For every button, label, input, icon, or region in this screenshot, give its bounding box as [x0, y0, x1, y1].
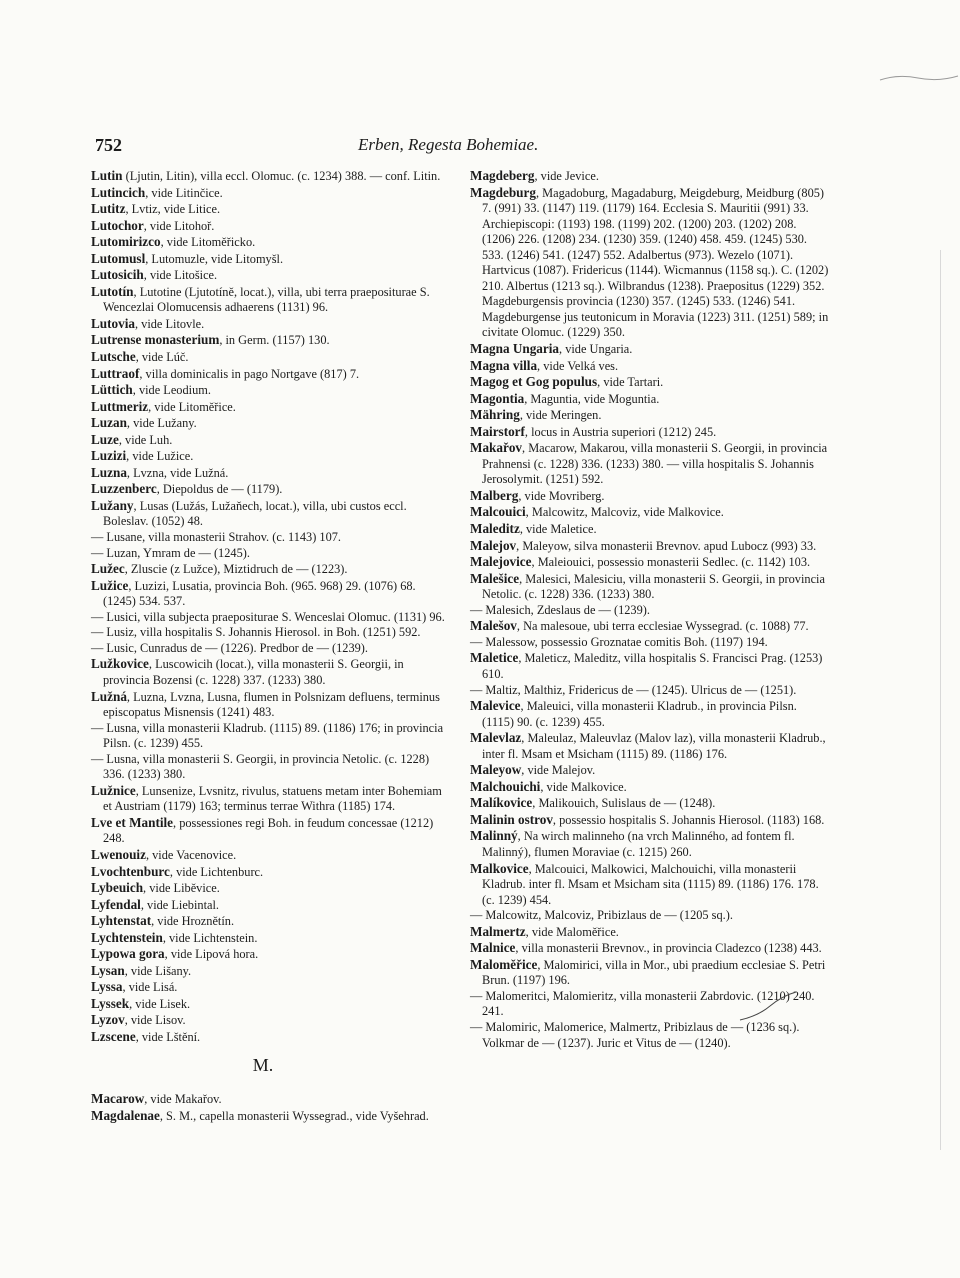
entry-headword: Malešov	[470, 618, 517, 634]
entry-headword: Luzzenberc	[91, 481, 157, 497]
index-entry: Lutotín, Lutotine (Ljutotíně, locat.), villa, ubi terra praepositurae S. Wencezlai Olomucensis adhaerens (1131) 96.	[91, 283, 430, 315]
index-entry: Luttmeriz, vide Litoměřice.	[91, 398, 236, 414]
index-entry: — Malomirіc, Malomerice, Malmertz, Pribizlaus de — (1236 sq.). Volkmar de — (1237). Juric et Vitus de — (1240).	[470, 1019, 800, 1050]
entry-headword: Lyssa	[91, 979, 123, 995]
right-column	[470, 168, 831, 1051]
entry-headword: Lutsche	[91, 349, 136, 365]
index-entry: Lutosicih, vide Litošice.	[91, 267, 218, 283]
entry-headword: Malejov	[470, 537, 517, 553]
index-entry: Lužice, Luzizi, Lusatia, provincia Boh. (965. 968) 29. (1076) 68. (1245) 534. 537.	[91, 577, 416, 609]
index-entry: Lutsche, vide Lúč.	[91, 349, 189, 365]
entry-headword: Malinný	[470, 828, 518, 844]
index-entry: Malevlaz, Maleulaz, Maleuvlaz (Malov laz), villa monasterii Kladrub., inter fl. Msam et Msicham (1115) 89. (1186) 176.	[470, 730, 826, 761]
index-entry: Malejov, Maleyow, silva monasterii Brevnov. apud Lubocz (993) 33.	[470, 537, 817, 553]
entry-headword: Lutincich	[91, 184, 146, 200]
index-entry: Malevice, Maleuici, villa monasterii Kladrub., in provincia Pilsn. (1115) 90. (c. 1239) 455.	[470, 698, 797, 729]
entry-headword: Malešice	[470, 570, 520, 586]
entry-headword: Lyhtenstat	[91, 913, 152, 929]
index-entry: Lutochor, vide Litohoř.	[91, 217, 215, 233]
entry-headword: Magna villa	[470, 357, 538, 373]
entry-headword: Maloměřice	[470, 956, 538, 972]
entry-headword: Lužany	[91, 497, 134, 513]
index-entry: — Lusna, villa monasterii S. Georgii, in provincia Netolic. (c. 1228) 336. (1233) 380.	[91, 751, 430, 782]
entry-headword: Lužice	[91, 577, 129, 593]
entry-headword: Lutosicih	[91, 267, 144, 283]
index-entry: Lwenouiz, vide Vacenovice.	[91, 846, 237, 862]
index-entry: Luzna, Lvzna, vide Lužná.	[91, 464, 229, 480]
index-entry: — Lusic, Cunradus de — (1226). Predbor de — (1239).	[91, 640, 368, 655]
entry-headword: Malnice	[470, 940, 516, 956]
index-entry: Lybeuich, vide Liběvice.	[91, 880, 220, 896]
left-column	[91, 168, 447, 1124]
index-entry: Lutin (Ljutin, Litin), villa eccl. Olomuc. (c. 1234) 388. — conf. Litin.	[91, 168, 441, 183]
entry-headword: Lychtenstein	[91, 929, 163, 945]
entry-headword: Luttraof	[91, 365, 140, 381]
entry-headword: Lyzov	[91, 1012, 125, 1028]
entry-headword: Lybeuich	[91, 880, 144, 896]
index-entry: — Lusiz, villa hospitalis S. Johannis Hierosol. in Boh. (1251) 592.	[91, 625, 421, 640]
entry-headword: Lüttich	[91, 382, 133, 398]
index-entry: Magdeberg, vide Jevice.	[470, 168, 599, 183]
index-entry: Lzscene, vide Lštění.	[91, 1028, 201, 1044]
section-letter: M.	[252, 1054, 274, 1075]
left-entry-list	[91, 168, 447, 1046]
scan-edge-line	[940, 250, 941, 1150]
entry-headword: Magontia	[470, 390, 525, 406]
entry-headword: Malejovice	[470, 554, 532, 570]
entry-headword: Lužkovice	[91, 656, 149, 672]
entry-headword: Malberg	[470, 487, 519, 503]
entry-headword: Magdeburg	[470, 184, 536, 200]
index-entry: Lutitz, Lvtiz, vide Litice.	[91, 201, 221, 217]
entry-headword: Lwenouiz	[91, 846, 146, 862]
pencil-mark	[878, 66, 960, 90]
entry-headword: Makařov	[470, 440, 523, 456]
index-entry: Malejovice, Maleiouici, possessio monasterii Sedlec. (c. 1142) 103.	[470, 554, 811, 570]
index-entry: Lutrense monasterium, in Germ. (1157) 130.	[91, 332, 330, 348]
index-entry: Maloměřice, Malomirici, villa in Mor., ubi praedium ecclesiae S. Petri Brun. (1197) 196.	[470, 956, 826, 988]
index-entry: Malíkovice, Malikouich, Sulislaus de — (1248).	[470, 795, 716, 811]
entry-headword: Malinin ostrov	[470, 811, 553, 827]
index-entry: Malnice, villa monasterii Brevnov., in provincia Cladezco (1238) 443.	[470, 940, 822, 956]
index-entry: Mairstorf, locus in Austria superiori (1212) 245.	[470, 423, 717, 439]
index-entry: Luzan, vide Lužany.	[91, 415, 197, 431]
index-entry: Lve et Mantile, possessiones regi Boh. in feudum concessae (1212) 248.	[91, 814, 434, 846]
entry-headword: Magdalenae	[91, 1107, 160, 1123]
entry-headword: Lyfendal	[91, 896, 141, 912]
entry-headword: Lysan	[91, 962, 125, 978]
index-entry: Malchouichi, vide Malkovice.	[470, 778, 627, 794]
index-entry: Maleyow, vide Malejov.	[470, 762, 596, 778]
index-entry: Lysan, vide Lišany.	[91, 962, 192, 978]
index-entry: Malberg, vide Movriberg.	[470, 487, 605, 503]
index-entry: Malešov, Na malesoue, ubi terra ecclesiae Wyssegrad. (c. 1088) 77.	[470, 618, 809, 634]
entry-headword: Lyssek	[91, 995, 130, 1011]
index-entry: Makařov, Macarow, Makarou, villa monasterii S. Georgii, in provincia Prahnensi (c. 1228) 336. (1233) 380. — villa hospitalis S. Johannis Jerosolymit. (1251) 592.	[470, 440, 828, 487]
index-entry: Lvochtenburc, vide Lichtenburc.	[91, 863, 264, 879]
index-entry: Lužnice, Lunsenize, Lvsnitz, rivulus, statuens metam inter Bohemiam et Austriam (1179) 163; terminus terrae Withra (1185) 174.	[91, 782, 442, 814]
entry-headword: Lzscene	[91, 1028, 136, 1044]
index-entry: — Malcowitz, Malcoviz, Pribizlaus de — (1205 sq.).	[470, 908, 733, 923]
index-entry: Lyssek, vide Lisek.	[91, 995, 191, 1011]
index-entry: Magog et Gog populus, vide Tartari.	[470, 374, 664, 390]
entry-headword: Lutomusl	[91, 250, 146, 266]
entry-headword: Lutotín	[91, 283, 134, 299]
index-entry: — Malomeritci, Malomieritz, villa monasterii Zabrdovic. (1210) 240. 241.	[470, 988, 815, 1019]
index-entry: — Luzan, Ymram de — (1245).	[91, 545, 250, 560]
index-entry: Malešice, Malesici, Malesiciu, villa monasterii S. Georgii, in provincia Netolic. (c. 1228) 336. (1233) 380.	[470, 570, 825, 602]
entry-headword: Lvochtenburc	[91, 863, 170, 879]
entry-headword: Lutochor	[91, 217, 144, 233]
entry-headword: Lutin	[91, 168, 123, 183]
index-entry: — Malesich, Zdeslaus de — (1239).	[470, 602, 650, 617]
running-head: Erben, Regesta Bohemiae.	[358, 135, 539, 154]
index-entry: Luze, vide Luh.	[91, 431, 173, 447]
entry-headword: Malevice	[470, 698, 521, 714]
index-entry: Maleditz, vide Malеtice.	[470, 521, 597, 537]
index-entry: — Maltiz, Malthiz, Fridericus de — (1245). Ulricus de — (1251).	[470, 682, 797, 697]
index-entry: — Malessow, possessio Groznatae comitis Boh. (1197) 194.	[470, 634, 768, 649]
index-entry: Lužany, Lusas (Lužás, Lužaňech, locat.), villa, ubi custos eccl. Boleslav. (1052) 48.	[91, 497, 407, 529]
entry-headword: Luzna	[91, 464, 127, 480]
index-entry: Magontia, Maguntia, vide Moguntia.	[470, 390, 660, 406]
index-entry: Maletice, Maleticz, Maleditz, villa hospitalis S. Francisci Prag. (1253) 610.	[470, 650, 823, 681]
entry-headword: Lužec	[91, 561, 125, 577]
index-entry: Malcouici, Malcowitz, Malcoviz, vide Malkovice.	[470, 504, 724, 520]
entry-headword: Luzan	[91, 415, 127, 431]
index-entry: Lutovia, vide Litovle.	[91, 315, 205, 331]
index-entry: Lutomirizco, vide Litoměřicko.	[91, 234, 256, 250]
index-entry: Lyfendal, vide Liebintal.	[91, 896, 219, 912]
index-entry: Magdalenae, S. M., capella monasterii Wyssegrad., vide Vyšehrad.	[91, 1107, 429, 1123]
entry-headword: Mähring	[470, 407, 520, 423]
entry-headword: Malchouichi	[470, 778, 541, 794]
entry-headword: Malíkovice	[470, 795, 533, 811]
index-entry: Magna villa, vide Velká ves.	[470, 357, 619, 373]
left-entry-list-after-section	[91, 1091, 447, 1124]
entry-headword: Lužnice	[91, 782, 136, 798]
index-entry: — Lusna, villa monasterii Kladrub. (1115) 89. (1186) 176; in provincia Pilsn. (c. 1239) 455.	[91, 720, 444, 751]
entry-headword: Magog et Gog populus	[470, 374, 598, 390]
index-entry: — Lusane, villa monasterii Strahov. (c. 1143) 107.	[91, 530, 342, 545]
index-entry: Magdeburg, Magadoburg, Magadaburg, Meigdeburg, Meidburg (805) 7. (991) 33. (1147) 119. (1179) 164. Ecclesia S. Mauritii (991) 33. Archiepiscopi: (1193) 198. (1199) 202. (1200) 203. (1202) 208. (1206) 226. (1208) 234. (1230) 359. (1240) 458. 459. (1245) 530. 533. (1246) 541. (1247) 552. Adalbertus (973). Wezelo (1071). Hartvicus (1087). Fridericus (1144). Wicmannus (1158 sq.). C. (1202) 210. Albertus (1213 sq.). Wilbrandus (1238). Praepositus (1229) 352. Magdeburgensis provincia (1230) 357. (1245) 533. (1246) 541. Magdeburgense jus teutonicum in Moravia (1223) 311. (1251) 589; in civitate Olomuc. (1229) 350.	[470, 184, 829, 340]
entry-headword: Lutrense monasterium	[91, 332, 220, 348]
index-entry: Luttraof, villa dominicalis in pago Nortgave (817) 7.	[91, 365, 360, 381]
index-entry: Lužec, Zluscie (z Lužce), Miztidruch de — (1223).	[91, 561, 348, 577]
index-entry: Lužkovice, Luscowicih (locat.), villa monasterii S. Georgii, in provincia Bozensi (c. 1228) 337. (1233) 380.	[91, 656, 404, 687]
page-header	[95, 135, 855, 157]
index-entry: Lutincich, vide Litinčice.	[91, 184, 223, 200]
index-entry: Macarow, vide Makařov.	[91, 1091, 222, 1107]
entry-headword: Lutomirizco	[91, 234, 161, 250]
index-entry: Luzizi, vide Lužice.	[91, 448, 194, 464]
entry-headword: Lutovia	[91, 315, 135, 331]
entry-headword: Magdeberg	[470, 168, 535, 183]
index-entry: Lyzov, vide Lisov.	[91, 1012, 186, 1028]
index-entry: Lypowa gora, vide Lipová hora.	[91, 946, 259, 962]
entry-headword: Malevlaz	[470, 730, 522, 746]
entry-headword: Luttmeriz	[91, 398, 149, 414]
index-entry: Malinin ostrov, possessio hospitalis S. Johannis Hierosol. (1183) 168.	[470, 811, 825, 827]
entry-headword: Lužná	[91, 688, 127, 704]
entry-headword: Maleyow	[470, 762, 522, 778]
entry-headword: Lypowa gora	[91, 946, 165, 962]
index-entry: Magna Ungaria, vide Ungaria.	[470, 341, 633, 357]
index-entry: Malkovice, Malcouici, Malkowici, Malchouichi, villa monasterii Kladrub. inter fl. Msam et Msicham sita (1115) 89. (1186) 176. 178. (c. 1239) 454.	[470, 860, 819, 907]
entry-headword: Luze	[91, 431, 119, 447]
index-entry: Lüttich, vide Leodium.	[91, 382, 211, 398]
index-entry: Malinný, Na wirch malinneho (na vrch Malinného, ad fontem fl. Malinný), flumen Moraviae (c. 1215) 260.	[470, 828, 795, 859]
index-entry: Lužná, Luzna, Lvzna, Lusna, flumen in Polsnizam defluens, terminus episcopatus Misnensis (1241) 483.	[91, 688, 440, 720]
page-number: 752	[95, 135, 122, 155]
index-entry: Mähring, vide Meringen.	[470, 407, 602, 423]
pencil-mark	[738, 990, 798, 1024]
entry-headword: Magna Ungaria	[470, 341, 560, 357]
index-entry: — Lusici, villa subjecta praepositurae S. Wenceslai Olomuc. (1131) 96.	[91, 609, 445, 624]
entry-headword: Maleditz	[470, 521, 520, 537]
entry-headword: Macarow	[91, 1091, 145, 1107]
entry-headword: Malkovice	[470, 860, 529, 876]
entry-headword: Maletice	[470, 650, 519, 666]
index-entry: Lyhtenstat, vide Hroznětín.	[91, 913, 235, 929]
index-entry: Luzzenberc, Diepoldus de — (1179).	[91, 481, 283, 497]
entry-headword: Lutitz	[91, 201, 126, 217]
index-entry: Lutomusl, Lutomuzle, vide Litomyšl.	[91, 250, 284, 266]
index-entry: Lyssa, vide Lisá.	[91, 979, 178, 995]
entry-headword: Luzizi	[91, 448, 127, 464]
entry-headword: Malmertz	[470, 923, 526, 939]
index-entry: Malmertz, vide Maloměřice.	[470, 923, 619, 939]
index-entry: Lychtenstein, vide Lichtenstein.	[91, 929, 258, 945]
entry-headword: Malcouici	[470, 504, 526, 520]
right-entry-list	[470, 168, 831, 1051]
entry-headword: Mairstorf	[470, 423, 525, 439]
entry-headword: Lve et Mantile	[91, 814, 174, 830]
